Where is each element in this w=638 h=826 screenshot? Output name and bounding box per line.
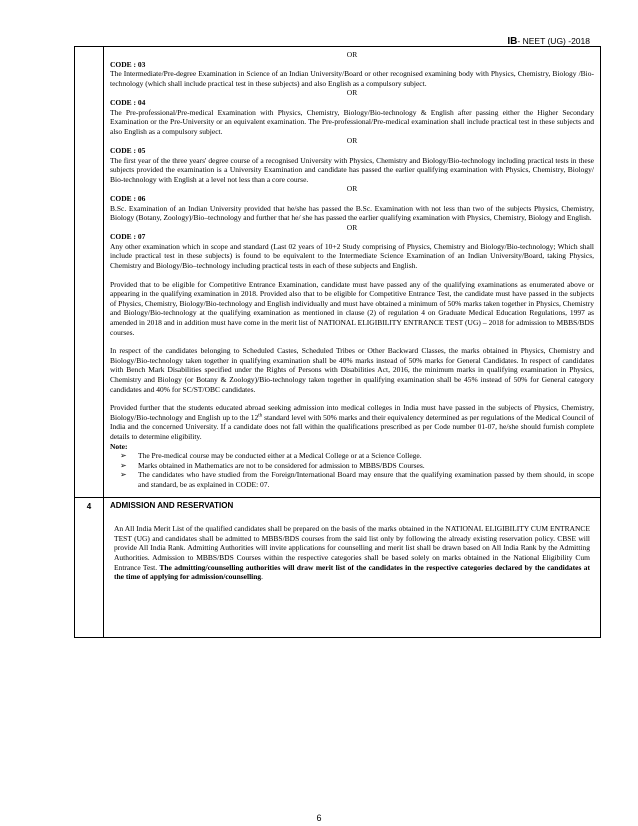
code-07-label: CODE : 07 [110,232,146,242]
code-04-text: The Pre-professional/Pre-medical Examination with Physics, Chemistry, Biology/Bio-technology & English after passing either the Higher Secondary Examination or the Pre-University or an equivalent examination. The Pre-professional/Pre-medical examination shall include practical test in these subjects and also English as a compulsory subject. [110,107,594,136]
table-row-codes [75,47,601,498]
admission-paragraph: An All India Merit List of the qualified candidates shall be prepared on the basis of the marks obtained in the NATIONAL ELIGIBILITY CUM ENTRANCE TEST (UG) and candidates shall be admitted to MBBS/BDS courses from the said list only by following the already existing reservation policy. CBSE will provide All India Rank. Admitting Authorities will invite applications for counselling and merit list shall be drawn based on All India Rank by the Admitting Authorities. Admission to MBBS/BDS Courses within the respective categories shall be based solely on marks obtained in the National Eligibility Cum Entrance Test. The admitting/counselling authorities will draw merit list of the candidates in the respective categories declared by the candidates at the time of applying for admission/counselling. [114,524,591,582]
list-item: ➢ The candidates who have studied from the Foreign/International Board may ensure that the qualifying examination passed by them should, in scope and standard, be as explained in CODE: 07. [120,470,594,489]
foreign-students-paragraph: Provided further that the students educated abroad seeking admission into medical colleges in India must have passed in the subjects of Physics, Chemistry, Biology/Bio-technology and English up to the 12th standard level with 50% marks and their equivalency determined as per regulations of the Medical Council of India and the concerned University. If a candidate does not fall within the qualifications prescribed as per Code number 01-07, he/she should furnish complete details to determine eligibility. [110,403,595,441]
section-number: 4 [75,497,104,637]
arrow-bullet-icon: ➢ [120,470,127,480]
or-separator: OR [346,222,358,232]
or-separator: OR [346,50,358,59]
code-06-text: B.Sc. Examination of an Indian University provided that he/she has passed the B.Sc. Examination with not less than two of the subjects Physics, Chemistry, Biology (Botany, Zoology)/Bio–technology and further that he/ she has passed the earlier qualifying examination with Physics, Chemistry, Biology and English. [110,203,594,223]
note-heading: Note: [110,441,128,451]
header-suffix: - NEET (UG) -2018 [517,36,590,46]
row-number-empty [75,47,104,498]
code-05-text: The first year of the three years' degree course of a recognised University with Physics, Chemistry and Biology/Bio-technology including practical tests in these subjects provided the examination is a University Examination and candidate has passed the earlier qualifying examination with Physics, Chemistry, Biology/ Bio-technology with English at a level not less than a core course. [110,155,594,184]
codes-cell [104,47,601,498]
list-item: ➢ The Pre-medical course may be conducted either at a Medical College or at a Science College. [120,451,422,461]
header-prefix: IB [507,36,518,47]
code-06-label: CODE : 06 [110,193,146,203]
code-03-label: CODE : 03 [110,59,146,69]
or-separator: OR [346,136,358,146]
code-04-label: CODE : 04 [110,97,146,107]
code-03-text: The Intermediate/Pre-degree Examination in Science of an Indian University/Board or other recognised examining body with Physics, Chemistry, Biology /Bio-technology (which shall include practical test in these subjects) and also English as a compulsory subject. [110,69,594,88]
section-4-cell [104,497,601,637]
note-list [110,451,594,489]
eligibility-table [74,46,601,638]
code-07-text: Any other examination which in scope and standard (Last 02 years of 10+2 Study comprising of Physics, Chemistry and Biology/Bio-technology; Which shall include practical test in these subjects) is found to be equivalent to the Intermediate Science Examination of an Indian University/Board, taking Physics, Chemistry and Biology/Bio–technology including practical tests in each of these subjects and English. [110,241,594,271]
page-number: 6 [316,813,322,823]
list-item: ➢ Marks obtained in Mathematics are not to be considered for admission to MBBS/BDS Courses. [120,460,425,470]
eligibility-paragraph: Provided that to be eligible for Competitive Entrance Examination, candidate must have passed any of the qualifying examinations as enumerated above or appearing in the qualifying examination in 2018. Provided also that to be eligible for Competitive Entrance Test, the candidate must have passed in the subjects of Physics, Chemistry, Biology/Bio-technology and English individually and must have obtained a minimum of 50% marks taken together in Physics, Chemistry and Biology/Bio-technology at the qualifying examination as mentioned in clause (2) of regulation 4 on Graduate Medical Education Regulations, 1997 as amended in 2018 and in addition must have come in the merit list of NATIONAL ELIGIBILITY ENTRANCE TEST (UG) – 2018 for admission to MBBS/BDS courses. [110,279,594,337]
or-separator: OR [346,88,358,98]
table-row-section-4 [75,497,601,637]
or-separator: OR [346,184,358,194]
arrow-bullet-icon: ➢ [120,451,127,461]
section-title: ADMISSION AND RESERVATION [110,500,234,510]
code-05-label: CODE : 05 [110,145,146,155]
arrow-bullet-icon: ➢ [120,460,127,470]
reserved-category-paragraph: In respect of the candidates belonging to Scheduled Castes, Scheduled Tribes or Other Backward Classes, the marks obtained in Physics, Chemistry and Biology/Bio-technology taken together in qualifying examination shall be 40% marks instead of 50% marks for General Candidates. In respect of candidates with Bench Mark Disabilities specified under the Rights of Persons with Disabilities Act, 2016, the minimum marks in qualifying examination in Physics, Chemistry and Biology (or Botany & Zoology)/Bio-technology taken together in qualifying examination shall be 45% instead of 50% for General category candidates and 40% for SC/ST/OBC candidates. [110,346,594,394]
